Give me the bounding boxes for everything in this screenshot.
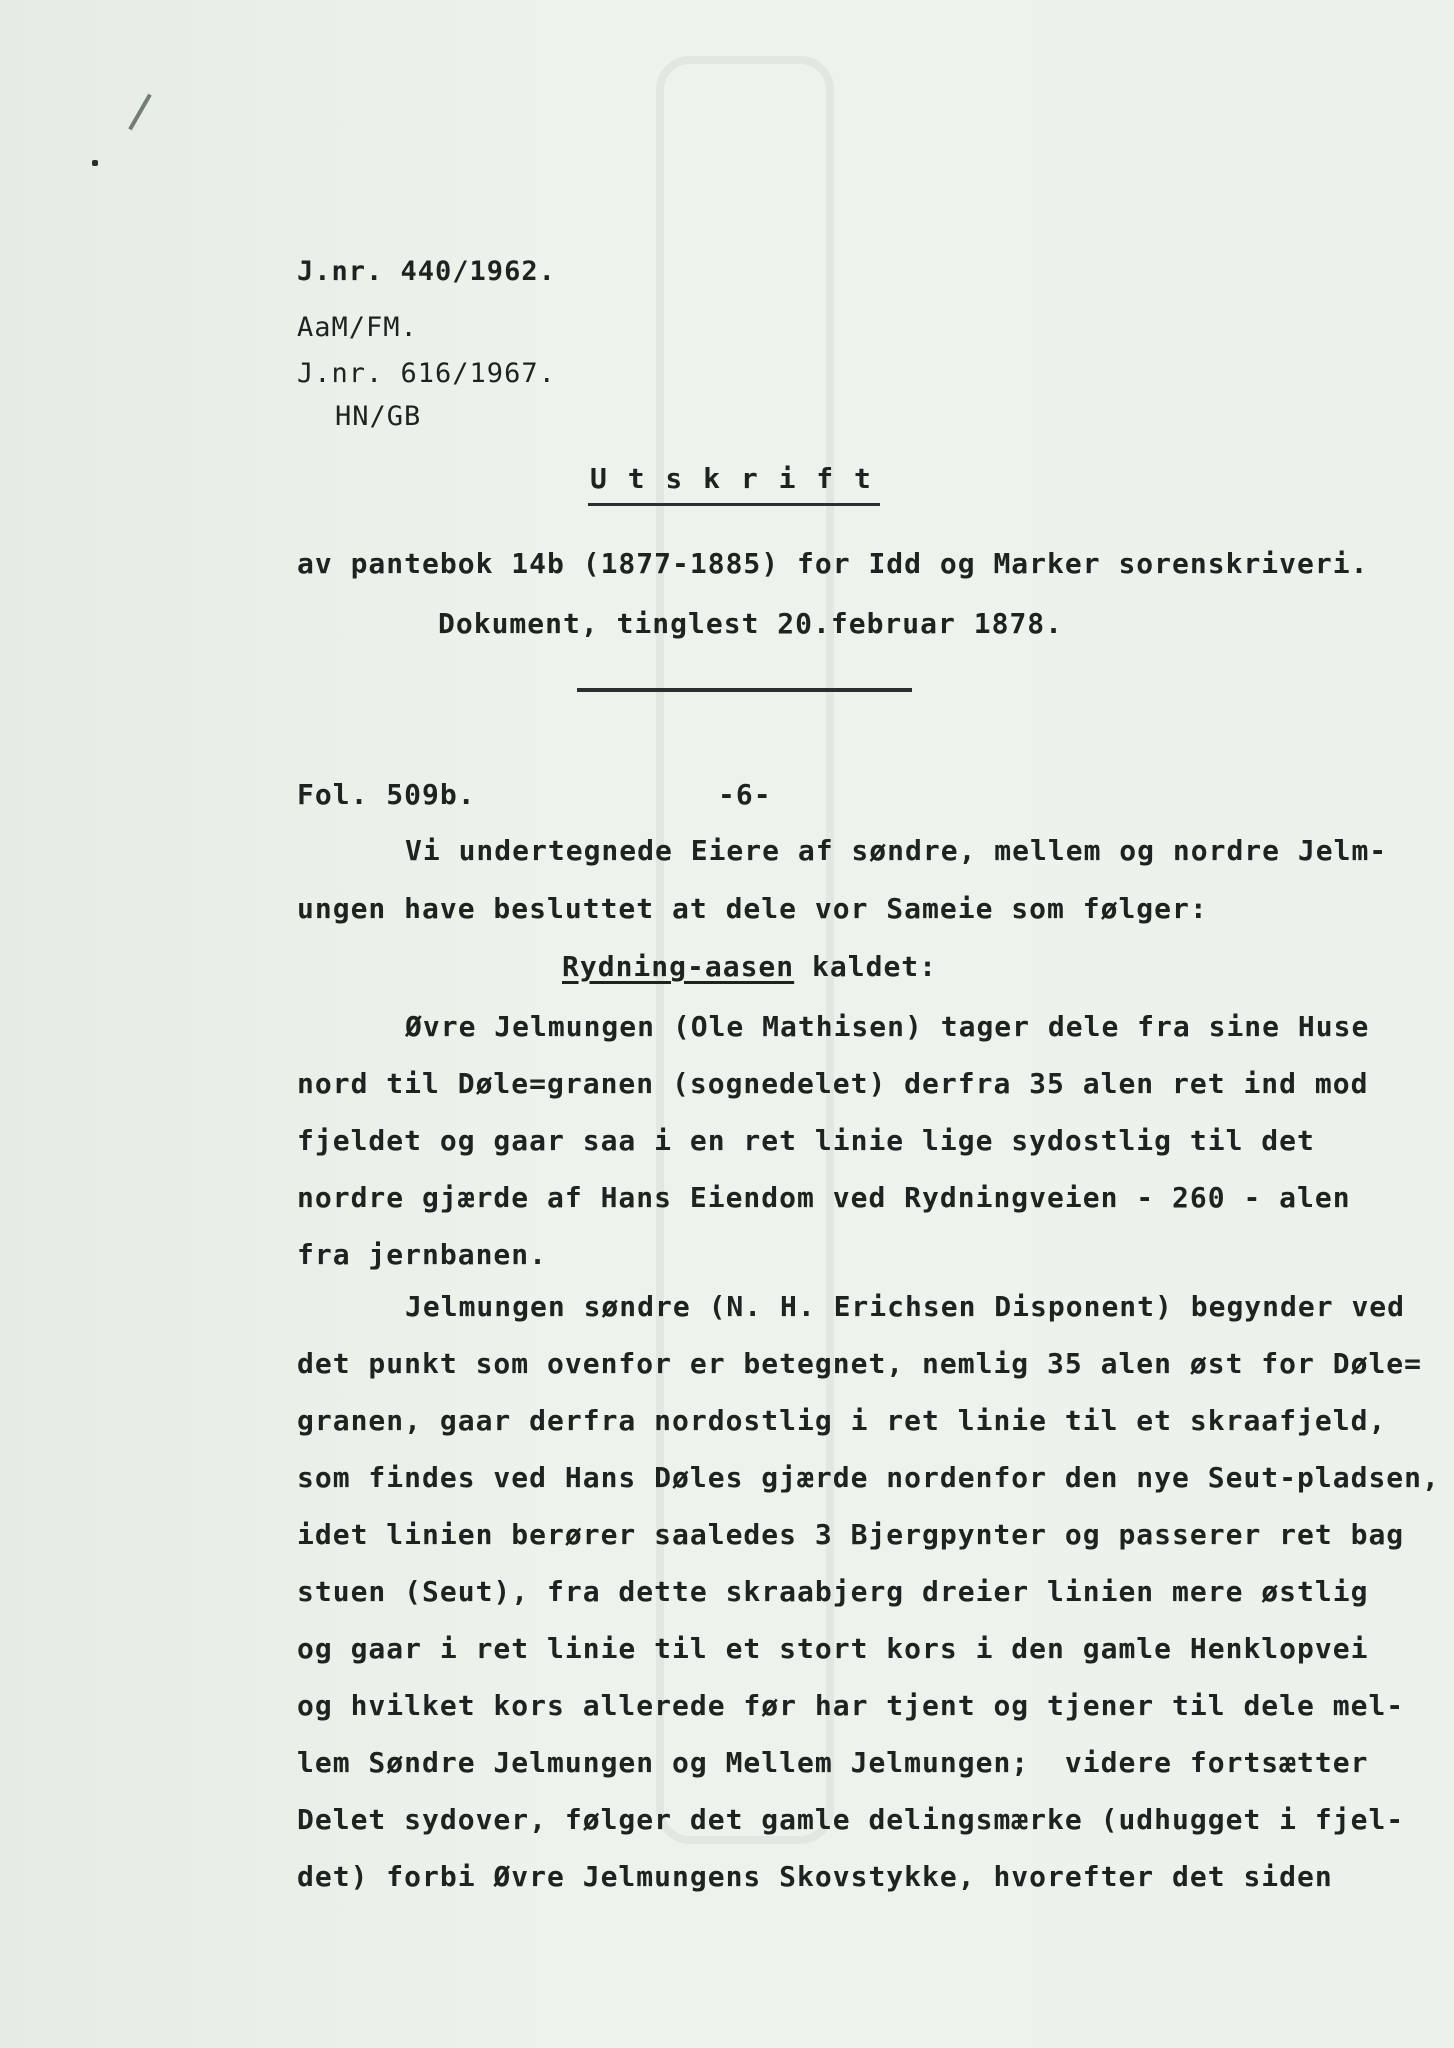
paragraph1-line-4: nordre gjærde af Hans Eiendom ved Rydningveien - 260 - alen	[297, 1181, 1351, 1214]
section-heading: Rydning-aasen	[562, 950, 795, 983]
margin-mark	[92, 160, 98, 166]
paragraph1-line-5: fra jernbanen.	[297, 1238, 548, 1271]
paragraph2-line-11: det) forbi Øvre Jelmungens Skovstykke, hvorefter det siden	[297, 1860, 1333, 1893]
paragraph2-line-4: som findes ved Hans Døles gjærde nordenfor den nye Seut-pladsen,	[297, 1461, 1440, 1494]
paragraph2-line-3: granen, gaar derfra nordostlig i ret linie til et skraafjeld,	[297, 1404, 1387, 1437]
intro-line-1: Vi undertegnede Eiere af søndre, mellem og nordre Jelm-	[405, 834, 1388, 867]
initials-1: AaM/FM.	[297, 312, 418, 343]
document-title: U t s k r i f t	[590, 462, 873, 495]
title-underline	[588, 503, 880, 506]
folio-label: Fol. 509b.	[297, 778, 476, 811]
margin-scratch	[128, 94, 151, 131]
paragraph1-line-2: nord til Døle=granen (sognedelet) derfra 35 alen ret ind mod	[297, 1067, 1369, 1100]
section-divider	[577, 688, 912, 692]
section-heading-line	[562, 950, 937, 984]
paragraph2-line-1: Jelmungen søndre (N. H. Erichsen Disponent) begynder ved	[405, 1290, 1406, 1323]
journal-number-1: J.nr. 440/1962.	[297, 256, 556, 287]
subtitle-line-2: Dokument, tinglest 20.februar 1878.	[438, 607, 1064, 640]
paragraph1-line-3: fjeldet og gaar saa i en ret linie lige sydostlig til det	[297, 1124, 1315, 1157]
subtitle-line-1: av pantebok 14b (1877-1885) for Idd og Marker sorenskriveri.	[297, 547, 1369, 580]
paragraph2-line-8: og hvilket kors allerede før har tjent og tjener til dele mel-	[297, 1689, 1405, 1722]
intro-line-2: ungen have besluttet at dele vor Sameie som følger:	[297, 892, 1208, 925]
paragraph2-line-5: idet linien berører saaledes 3 Bjergpynter og passerer ret bag	[297, 1518, 1405, 1551]
initials-2: HN/GB	[335, 401, 422, 432]
paragraph2-line-7: og gaar i ret linie til et stort kors i den gamle Henklopvei	[297, 1632, 1369, 1665]
paragraph1-line-1: Øvre Jelmungen (Ole Mathisen) tager dele fra sine Huse	[405, 1010, 1370, 1043]
paragraph2-line-2: det punkt som ovenfor er betegnet, nemlig 35 alen øst for Døle=	[297, 1347, 1423, 1380]
section-heading-suffix: kaldet:	[794, 950, 938, 983]
paragraph2-line-9: lem Søndre Jelmungen og Mellem Jelmungen; videre fortsætter	[297, 1746, 1369, 1779]
journal-number-2: J.nr. 616/1967.	[297, 358, 556, 389]
paragraph2-line-10: Delet sydover, følger det gamle delingsmærke (udhugget i fjel-	[297, 1803, 1405, 1836]
paragraph2-line-6: stuen (Seut), fra dette skraabjerg dreier linien mere østlig	[297, 1575, 1369, 1608]
folio-page: -6-	[718, 778, 772, 811]
